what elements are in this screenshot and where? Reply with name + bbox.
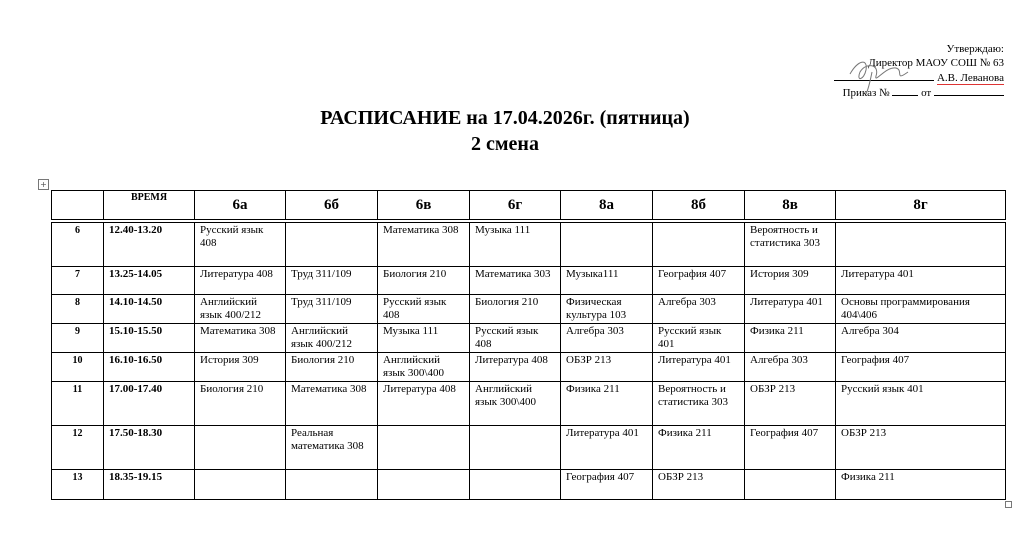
lesson-number: 13	[52, 470, 104, 500]
lesson-time: 13.25-14.05	[104, 267, 195, 295]
cell-6a	[195, 426, 286, 470]
table-row	[52, 470, 1006, 500]
cell-6v: Биология 210	[378, 267, 470, 295]
cell-8a: ОБЗР 213	[561, 353, 653, 382]
header-time: ВРЕМЯ	[104, 191, 195, 220]
cell-8g: Литература 401	[836, 267, 1006, 295]
header-6b: 6б	[286, 191, 378, 220]
cell-6b	[286, 470, 378, 500]
approve-label: Утверждаю:	[946, 43, 1004, 55]
cell-8a	[561, 223, 653, 267]
cell-6b: Труд 311/109	[286, 295, 378, 324]
cell-8b	[653, 223, 745, 267]
cell-8a: Алгебра 303	[561, 324, 653, 353]
cell-6g	[470, 426, 561, 470]
director-name: А.В. Леванова	[936, 72, 1004, 84]
table-resize-handle[interactable]	[1005, 501, 1012, 508]
header-num	[52, 191, 104, 220]
cell-8a: География 407	[561, 470, 653, 500]
lesson-number: 11	[52, 382, 104, 426]
cell-8v: Литература 401	[745, 295, 836, 324]
lesson-number: 8	[52, 295, 104, 324]
cell-8v: География 407	[745, 426, 836, 470]
cell-6g: Биология 210	[470, 295, 561, 324]
cell-8b: Вероятность и статистика 303	[653, 382, 745, 426]
cell-8b: ОБЗР 213	[653, 470, 745, 500]
order-date-blank	[934, 85, 1004, 96]
cell-8a: Литература 401	[561, 426, 653, 470]
cell-8a: Музыка111	[561, 267, 653, 295]
director-label: Директор МАОУ СОШ № 63	[868, 57, 1004, 69]
header-row	[52, 191, 1006, 220]
cell-8g: ОБЗР 213	[836, 426, 1006, 470]
cell-8g: Физика 211	[836, 470, 1006, 500]
cell-8b: Литература 401	[653, 353, 745, 382]
cell-8b: Физика 211	[653, 426, 745, 470]
cell-6g: Математика 303	[470, 267, 561, 295]
cell-6g: Русский язык 408	[470, 324, 561, 353]
cell-6b: Математика 308	[286, 382, 378, 426]
cell-6v: Английский язык 300\400	[378, 353, 470, 382]
page-title	[0, 105, 1010, 157]
cell-8g	[836, 223, 1006, 267]
cell-6a: Литература 408	[195, 267, 286, 295]
table-row	[52, 223, 1006, 267]
cell-6v: Музыка 111	[378, 324, 470, 353]
table-move-handle-icon[interactable]: +	[38, 179, 49, 190]
cell-6g	[470, 470, 561, 500]
cell-6g: Литература 408	[470, 353, 561, 382]
order-from: от	[921, 87, 932, 99]
order-label: Приказ №	[842, 87, 890, 99]
table-row	[52, 382, 1006, 426]
cell-6a: Математика 308	[195, 324, 286, 353]
lesson-time: 18.35-19.15	[104, 470, 195, 500]
header-6v: 6в	[378, 191, 470, 220]
cell-6v: Русский язык 408	[378, 295, 470, 324]
header-8a: 8а	[561, 191, 653, 220]
cell-6v: Математика 308	[378, 223, 470, 267]
lesson-time: 15.10-15.50	[104, 324, 195, 353]
header-8b: 8б	[653, 191, 745, 220]
cell-6b: Биология 210	[286, 353, 378, 382]
cell-8v: История 309	[745, 267, 836, 295]
header-6g: 6г	[470, 191, 561, 220]
table-row	[52, 267, 1006, 295]
cell-8b: Алгебра 303	[653, 295, 745, 324]
table-row	[52, 426, 1006, 470]
cell-6g: Английский язык 300\400	[470, 382, 561, 426]
schedule-table	[51, 190, 1006, 500]
cell-8v: Алгебра 303	[745, 353, 836, 382]
lesson-time: 17.00-17.40	[104, 382, 195, 426]
table-row	[52, 324, 1006, 353]
cell-6g: Музыка 111	[470, 223, 561, 267]
cell-6b: Английский язык 400/212	[286, 324, 378, 353]
header-8v: 8в	[745, 191, 836, 220]
cell-8v: Вероятность и статистика 303	[745, 223, 836, 267]
cell-6b	[286, 223, 378, 267]
cell-8a: Физическая культура 103	[561, 295, 653, 324]
lesson-time: 17.50-18.30	[104, 426, 195, 470]
lesson-number: 6	[52, 223, 104, 267]
cell-8b: Русский язык 401	[653, 324, 745, 353]
lesson-time: 14.10-14.50	[104, 295, 195, 324]
cell-6a: Русский язык 408	[195, 223, 286, 267]
cell-8g: Основы программирования 404\406	[836, 295, 1006, 324]
lesson-time: 16.10-16.50	[104, 353, 195, 382]
lesson-number: 7	[52, 267, 104, 295]
cell-6v	[378, 426, 470, 470]
cell-6a	[195, 470, 286, 500]
lesson-number: 10	[52, 353, 104, 382]
cell-8v	[745, 470, 836, 500]
cell-8v: ОБЗР 213	[745, 382, 836, 426]
cell-6a: Биология 210	[195, 382, 286, 426]
header-8g: 8г	[836, 191, 1006, 220]
shift-title: 2 смена	[471, 133, 539, 155]
cell-6a: Английский язык 400/212	[195, 295, 286, 324]
cell-8a: Физика 211	[561, 382, 653, 426]
cell-8v: Физика 211	[745, 324, 836, 353]
cell-8g: Алгебра 304	[836, 324, 1006, 353]
schedule-title: РАСПИСАНИЕ на 17.04.2026г. (пятница)	[320, 107, 690, 129]
cell-6b: Труд 311/109	[286, 267, 378, 295]
cell-8b: География 407	[653, 267, 745, 295]
lesson-time: 12.40-13.20	[104, 223, 195, 267]
cell-6b: Реальная математика 308	[286, 426, 378, 470]
cell-8g: Русский язык 401	[836, 382, 1006, 426]
lesson-number: 9	[52, 324, 104, 353]
cell-6v: Литература 408	[378, 382, 470, 426]
cell-6v	[378, 470, 470, 500]
table-row	[52, 295, 1006, 324]
cell-8g: География 407	[836, 353, 1006, 382]
table-row	[52, 353, 1006, 382]
cell-6a: История 309	[195, 353, 286, 382]
lesson-number: 12	[52, 426, 104, 470]
header-6a: 6а	[195, 191, 286, 220]
signature-icon	[846, 52, 916, 96]
